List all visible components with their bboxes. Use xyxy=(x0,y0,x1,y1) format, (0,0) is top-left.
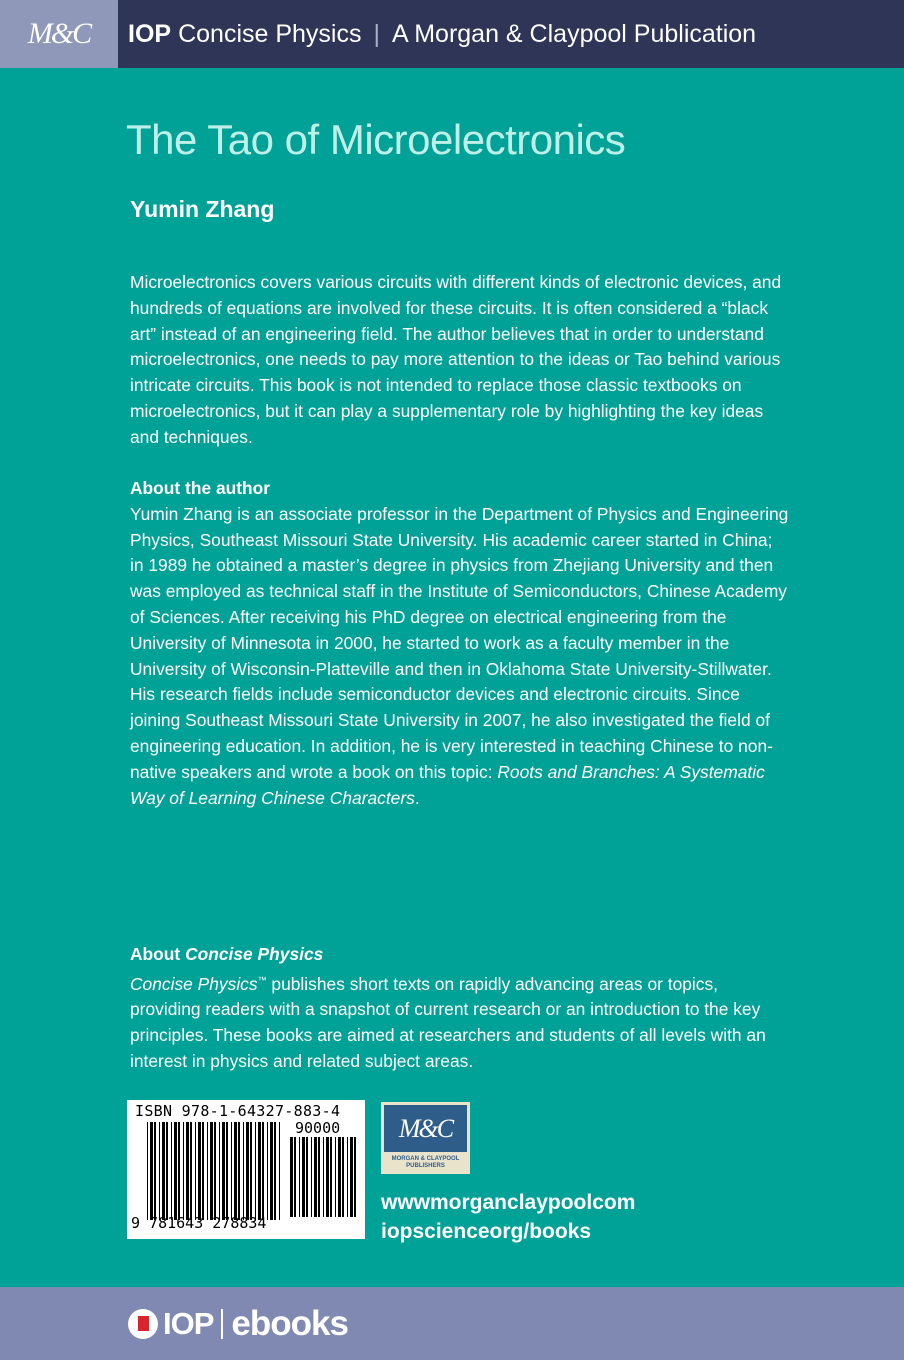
publisher-links xyxy=(381,1188,635,1246)
series-line xyxy=(128,20,756,49)
footer-bar xyxy=(0,1287,904,1360)
publisher-mark: M&C xyxy=(384,1105,467,1152)
series-name: Concise Physics xyxy=(178,19,362,48)
iop-circle-icon xyxy=(128,1309,158,1339)
mc-logo: M&C xyxy=(0,0,118,68)
about-series-heading xyxy=(130,942,790,968)
iop-brand: IOP xyxy=(163,1305,214,1341)
related-book-title: Roots and Branches: A Systematic Way of Learning Chinese Characters xyxy=(130,761,765,808)
footer-divider xyxy=(221,1309,223,1339)
about-series-section xyxy=(130,942,790,1075)
divider: | xyxy=(373,19,380,48)
about-series-text xyxy=(130,968,790,1075)
heading-prefix: About xyxy=(130,944,186,964)
about-author-body: Yumin Zhang is an associate professor in the Department of Physics and Engineering Physics, Southeast Missouri State University. His academic career started in China; in 1989 he obtained a master’s degree in physics from Zhejiang University and then was employed as technical staff in the Institute of Semiconductors, Chinese Academy of Sciences. After receiving his PhD degree on electrical engineering from the University of Minnesota in 2000, he started to work as a faculty member in the University of Wisconsin-Platteville and then in Oklahoma State University-Stillwater. His research fields include semiconductor devices and electronic circuits. Since joining Southeast Missouri State University in 2007, he also investigated the field of engineering education. In addition, he is very interested in teaching Chinese to non-native speakers and wrote a book on this topic: xyxy=(130,503,789,782)
about-series-body: publishes short texts on rapidly advancing areas or topics, providing readers with a snapshot of current research or an introduction to the key principles. These books are aimed at researchers and students of all levels with an interest in physics and related subject areas. xyxy=(130,973,766,1071)
description-text: Microelectronics covers various circuits with different kinds of electronic devices, and hundreds of equations are involved for these circuits. It is often considered a “black art” instead of an engineering field. The author believes that in order to understand microelectronics, one needs to pay more attention to the ideas or Tao behind various intricate circuits. This book is not intended to replace those classic textbooks on microelectronics, but it can play a supplementary role by highlighting the key ideas and techniques. xyxy=(130,272,782,447)
book-title: The Tao of Microelectronics xyxy=(126,116,626,163)
price-code: 90000 xyxy=(295,1119,341,1137)
isbn-label: ISBN 978-1-64327-883-4 xyxy=(135,1102,341,1120)
series-name-inline: Concise Physics xyxy=(130,973,258,994)
isbn-barcode xyxy=(127,1100,365,1239)
barcode-bars xyxy=(147,1122,282,1220)
publisher-logo xyxy=(381,1102,470,1174)
addon-barcode-bars xyxy=(290,1137,358,1217)
website-link[interactable]: wwwmorganclaypoolcom xyxy=(381,1191,636,1214)
about-author-heading: About the author xyxy=(130,478,271,498)
barcode-digits: 9 781643 278834 xyxy=(131,1214,267,1232)
heading-series: Concise Physics xyxy=(185,944,324,964)
ebooks-label: ebooks xyxy=(231,1303,348,1343)
iopscience-link[interactable]: iopscienceorg/books xyxy=(381,1220,592,1243)
series-header xyxy=(0,0,904,68)
publication-label: A Morgan & Claypool Publication xyxy=(391,19,757,48)
about-author-end: . xyxy=(414,787,420,808)
about-author-section xyxy=(130,476,790,811)
iop-label: IOP xyxy=(128,19,172,48)
iop-ebooks-logo xyxy=(128,1304,348,1344)
book-description xyxy=(130,270,790,451)
about-author-text xyxy=(130,502,790,812)
publisher-name: MORGAN & CLAYPOOL PUBLISHERS xyxy=(391,1156,460,1169)
trademark: ™ xyxy=(257,974,267,985)
author-name: Yumin Zhang xyxy=(130,196,275,222)
